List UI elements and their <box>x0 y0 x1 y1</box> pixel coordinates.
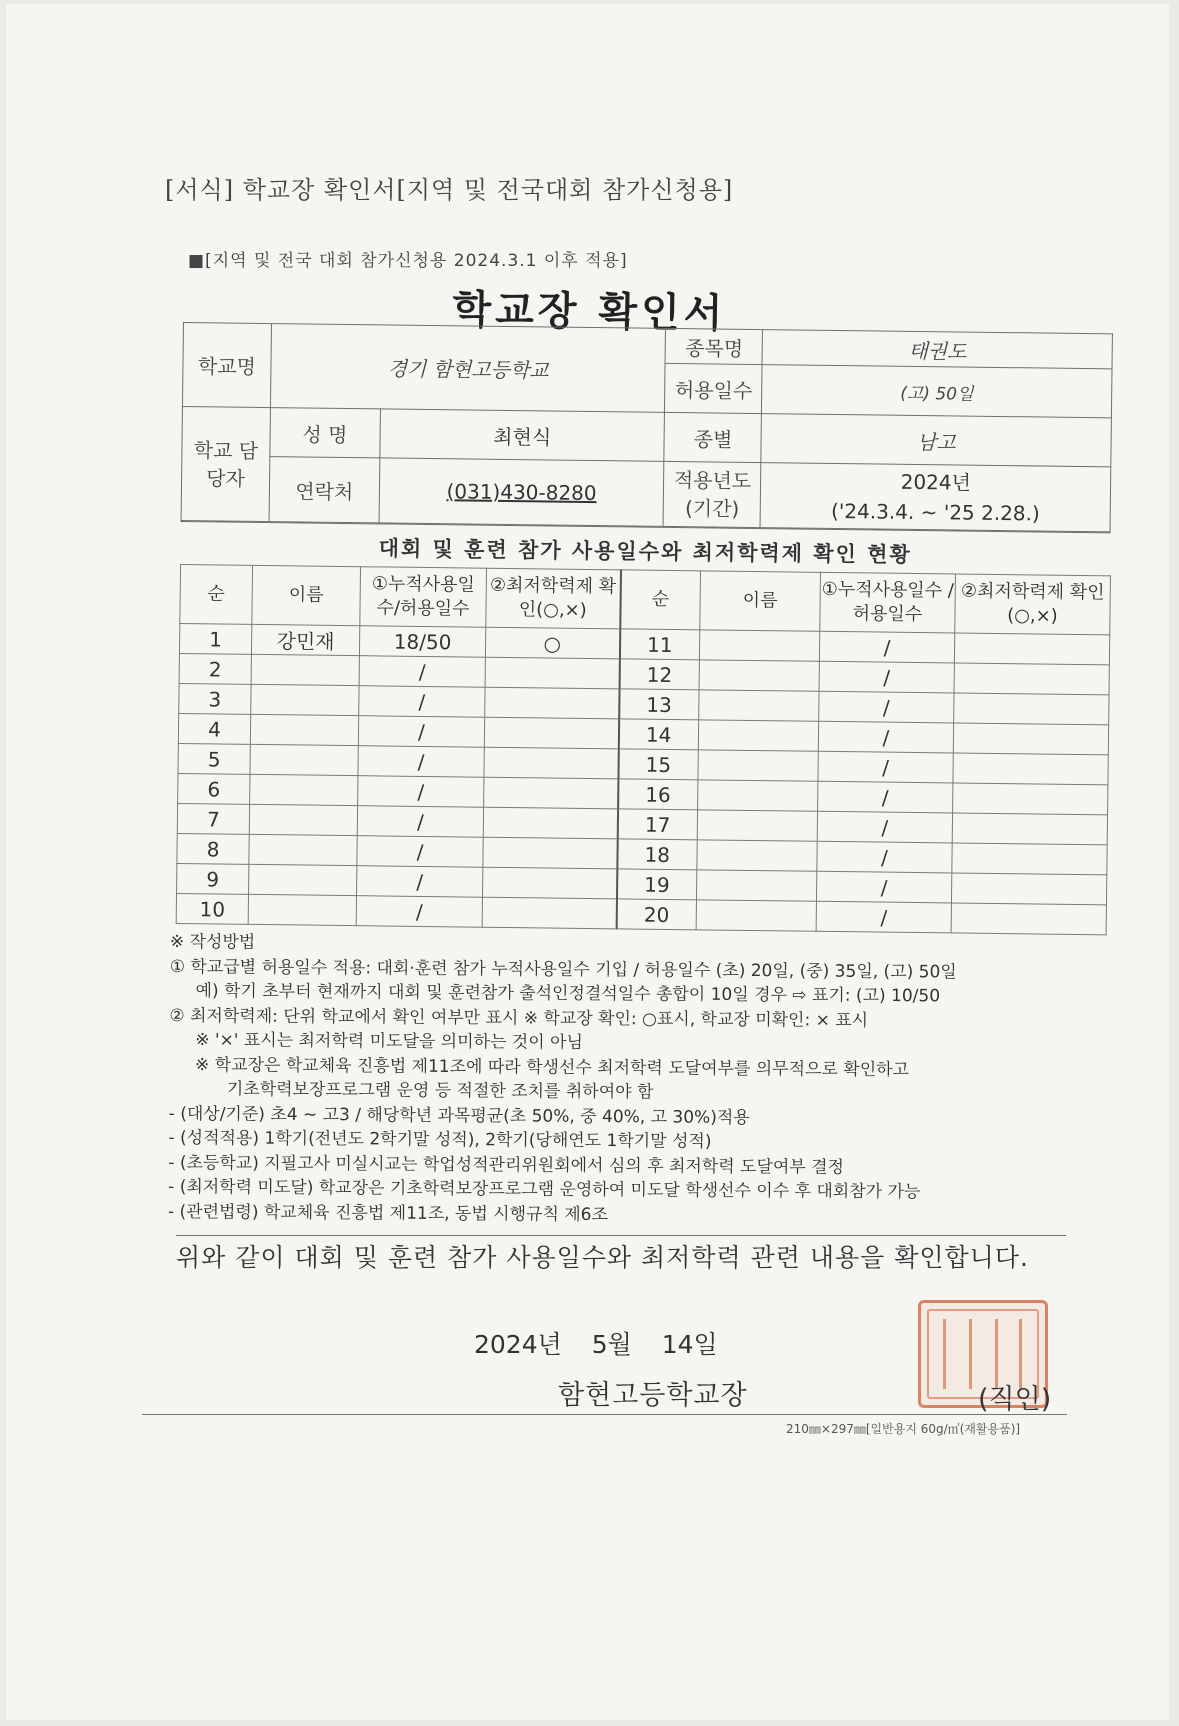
row-days: / <box>358 746 484 778</box>
row-no: 15 <box>618 749 698 780</box>
row-days: / <box>819 691 954 723</box>
row-check <box>482 867 616 899</box>
contact-label: 연락처 <box>269 457 380 523</box>
row-no: 11 <box>619 629 699 660</box>
note-item: 기초학력보장프로그램 운영 등 적절한 조치를 취하여야 함 <box>226 1079 654 1103</box>
row-check <box>482 897 616 929</box>
header-check-right: ②최저학력제 확인(○,×) <box>955 574 1111 635</box>
header-no-left: 순 <box>180 564 253 624</box>
row-check <box>483 837 617 869</box>
confirmation-statement: 위와 같이 대회 및 훈련 참가 사용일수와 최저학력 관련 내용을 확인합니다. <box>176 1235 1066 1276</box>
row-days: / <box>358 716 484 748</box>
name-value: 최현식 <box>380 409 665 461</box>
row-days: / <box>816 901 951 933</box>
row-check <box>952 843 1107 875</box>
seal-stroke <box>943 1319 960 1389</box>
date-year: 2024년 <box>474 1330 562 1359</box>
form-sheet <box>176 322 1114 935</box>
row-check <box>953 723 1108 755</box>
row-name <box>699 630 819 661</box>
note-item: ② 최저학력제: 단위 학교에서 확인 여부만 표시 ※ 학교장 확인: ○표시, 학교장 미확인: × 표시 <box>169 1005 869 1031</box>
row-days: / <box>357 836 483 868</box>
row-no: 5 <box>178 743 250 774</box>
issue-date <box>474 1325 718 1361</box>
row-days: / <box>357 866 483 898</box>
row-check <box>952 813 1107 845</box>
allowed-days-label: 허용일수 <box>665 363 762 413</box>
header-name-right: 이름 <box>700 571 821 631</box>
row-no: 17 <box>617 809 697 840</box>
row-days: / <box>359 656 485 688</box>
row-days: / <box>819 631 954 663</box>
row-days: / <box>818 751 953 783</box>
row-check <box>485 657 619 689</box>
row-name <box>250 774 358 805</box>
row-no: 6 <box>178 773 250 804</box>
row-no: 10 <box>176 893 248 924</box>
allowed-days-value: (고) 50일 <box>762 365 1112 418</box>
row-days: 18/50 <box>359 626 485 658</box>
row-no: 14 <box>618 719 698 750</box>
row-name <box>698 750 818 781</box>
year-label: 적용년도 (기간) <box>664 461 762 527</box>
row-check <box>484 747 618 779</box>
note-item: - (관련법령) 학교체육 진흥법 제11조, 동법 시행규칙 제6조 <box>167 1201 609 1225</box>
section-title: 대회 및 훈련 참가 사용일수와 최저학력제 확인 현황 <box>180 521 1110 575</box>
row-check <box>951 903 1106 935</box>
form-label: [서식] 학교장 확인서[지역 및 전국대회 참가신청용] <box>165 176 734 204</box>
contact-value: (031)430-8280 <box>446 479 597 506</box>
row-check <box>954 633 1109 665</box>
row-name <box>250 744 358 775</box>
info-table <box>181 322 1113 532</box>
row-days: / <box>818 721 953 753</box>
note-item: ※ '×' 표시는 최저학력 미도달을 의미하는 것이 아님 <box>195 1030 583 1053</box>
school-label: 학교명 <box>182 323 271 408</box>
row-no: 20 <box>616 899 696 930</box>
note-item: 예) 학기 초부터 현재까지 대회 및 훈련참가 출석인정결석일수 총합이 10일 경우 ⇨ 표기: (고) 10/50 <box>195 981 941 1007</box>
school-value: 경기 함현고등학교 <box>270 324 666 413</box>
row-days: / <box>819 661 954 693</box>
row-no: 4 <box>178 713 250 744</box>
row-no: 12 <box>619 659 699 690</box>
row-no: 19 <box>616 869 696 900</box>
form-subtitle: ■[지역 및 전국 대회 참가신청용 2024.3.1 이후 적용] <box>188 251 628 271</box>
note-item: - (대상/기준) 초4 ~ 고3 / 해당학년 과목평균(초 50%, 중 40%, 고 30%)적용 <box>168 1103 750 1128</box>
header-name-left: 이름 <box>252 565 361 625</box>
row-name <box>696 870 816 901</box>
event-label: 종목명 <box>666 328 763 364</box>
instructions <box>168 930 1090 1230</box>
row-check <box>484 777 618 809</box>
date-month: 5월 <box>591 1330 632 1359</box>
row-name: 강민재 <box>251 624 359 655</box>
row-name <box>249 864 357 895</box>
row-no: 13 <box>619 689 699 720</box>
header-no-right: 순 <box>620 570 701 630</box>
period-value: ('24.3.4. ~ '25 2.28.) <box>830 498 1040 526</box>
signer-name: 함현고등학교장 <box>558 1380 748 1411</box>
row-check <box>953 783 1108 815</box>
row-days: / <box>818 781 953 813</box>
manager-label: 학교 담당자 <box>181 406 270 521</box>
row-no: 16 <box>618 779 698 810</box>
row-no: 18 <box>617 839 697 870</box>
row-name <box>697 840 817 871</box>
note-item: - (최저학력 미도달) 학교장은 기초학력보장프로그램 운영하여 미도달 학생선수 이수 후 대회참가 가능 <box>168 1176 921 1203</box>
year-cell <box>760 463 1110 532</box>
contact-cell <box>379 458 664 526</box>
row-check <box>483 807 617 839</box>
row-name <box>697 810 817 841</box>
row-no: 1 <box>179 623 251 654</box>
row-no: 7 <box>177 803 249 834</box>
event-value: 태권도 <box>762 330 1112 369</box>
row-name <box>699 690 819 721</box>
note-item: ※ 학교장은 학교체육 진흥법 제11조에 따라 학생선수 최저학력 도달여부를 의무적으로 확인하고 <box>194 1054 910 1080</box>
row-days: / <box>357 806 483 838</box>
row-name <box>251 654 359 685</box>
row-check <box>485 687 619 719</box>
notes-heading: ※ 작성방법 <box>169 931 256 953</box>
row-check <box>954 693 1109 725</box>
row-check <box>954 663 1109 695</box>
row-check <box>484 717 618 749</box>
note-item: - (성적적용) 1학기(전년도 2학기말 성적), 2학기(당해연도 1학기말 성적) <box>168 1127 712 1152</box>
row-name <box>249 804 357 835</box>
paper-spec: 210㎜×297㎜[일반용지 60g/㎡(재활용품)] <box>786 1422 1021 1436</box>
row-days: / <box>358 776 484 808</box>
row-name <box>249 834 357 865</box>
row-no: 3 <box>179 683 251 714</box>
row-name <box>250 714 358 745</box>
document-title: 학교장 확인서 <box>452 287 727 337</box>
row-no: 2 <box>179 653 251 684</box>
row-no: 9 <box>177 863 249 894</box>
row-no: 8 <box>177 833 249 864</box>
divider <box>142 1414 1067 1415</box>
category-value: 남고 <box>761 414 1111 467</box>
header-days-left: ①누적사용일수/허용일수 <box>360 567 487 628</box>
name-label: 성 명 <box>270 408 380 458</box>
row-name <box>698 780 818 811</box>
row-name <box>698 720 818 751</box>
row-days: / <box>356 896 482 928</box>
row-name <box>251 684 359 715</box>
header-days-right: ①누적사용일수 /허용일수 <box>820 572 956 633</box>
row-name <box>696 900 816 931</box>
row-days: / <box>817 841 952 873</box>
row-check <box>951 873 1106 905</box>
row-check: ○ <box>485 627 619 659</box>
row-days: / <box>817 811 952 843</box>
seal-label: (직인) <box>978 1384 1052 1415</box>
category-label: 종별 <box>664 412 761 462</box>
row-check <box>953 753 1108 785</box>
year-value: 2024년 <box>900 469 972 495</box>
note-item: ① 학교급별 허용일수 적용: 대회·훈련 참가 누적사용일수 기입 / 허용일수 (초) 20일, (중) 35일, (고) 50일 <box>169 956 957 982</box>
date-day: 14일 <box>661 1330 718 1359</box>
row-days: / <box>359 686 485 718</box>
note-item: - (초등학교) 지필고사 미실시교는 학업성적관리위원회에서 심의 후 최저학력 도달여부 결정 <box>168 1152 845 1178</box>
participation-table <box>176 564 1111 935</box>
row-name <box>248 894 356 925</box>
header-check-left: ②최저학력제 확인(○,×) <box>486 568 621 629</box>
row-name <box>699 660 819 691</box>
row-days: / <box>816 871 951 903</box>
